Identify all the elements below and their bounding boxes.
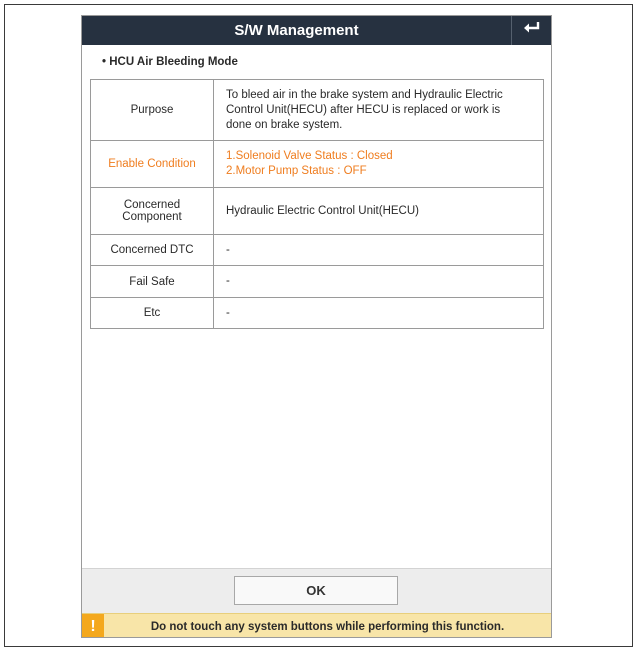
value-line: 1.Solenoid Valve Status : Closed <box>226 150 393 162</box>
row-value-purpose <box>214 80 544 141</box>
row-label-concerned-dtc: Concerned DTC <box>91 235 214 266</box>
label-text: Concerned Component <box>122 199 182 223</box>
row-value-concerned-dtc: - <box>214 235 544 266</box>
table-row <box>91 188 544 235</box>
dialog-footer <box>82 568 551 614</box>
row-label-fail-safe: Fail Safe <box>91 266 214 298</box>
row-value-concerned-component <box>214 188 544 235</box>
info-table <box>90 79 544 329</box>
title-bar <box>82 16 551 45</box>
table-row <box>91 80 544 141</box>
warning-bar <box>82 613 551 638</box>
mode-label: • HCU Air Bleeding Mode <box>102 56 238 68</box>
row-value-etc: - <box>214 298 544 329</box>
table-row <box>91 298 544 329</box>
value-line: done on brake system. <box>226 118 343 131</box>
row-label-etc: Etc <box>91 298 214 329</box>
row-label-purpose: Purpose <box>91 80 214 141</box>
ok-button[interactable]: OK <box>234 576 398 605</box>
value-line: 2.Motor Pump Status : OFF <box>226 165 367 177</box>
row-value-enable-condition <box>214 141 544 188</box>
back-button[interactable] <box>511 16 551 45</box>
value-line: Hydraulic Electric Control Unit(HECU) <box>226 204 419 217</box>
sw-management-dialog <box>81 15 552 638</box>
row-label-concerned-component <box>91 188 214 235</box>
warning-icon: ! <box>82 614 104 638</box>
return-arrow-icon <box>523 21 541 40</box>
value-line: Control Unit(HECU) after HECU is replaced or work is <box>226 103 501 116</box>
value-line: To bleed air in the brake system and Hydraulic Electric <box>226 88 503 101</box>
row-label-enable-condition: Enable Condition <box>91 141 214 188</box>
table-row <box>91 141 544 188</box>
dialog-title: S/W Management <box>234 22 359 39</box>
table-row <box>91 235 544 266</box>
warning-text: Do not touch any system buttons while performing this function. <box>150 621 505 633</box>
table-row <box>91 266 544 298</box>
row-value-fail-safe: - <box>214 266 544 298</box>
